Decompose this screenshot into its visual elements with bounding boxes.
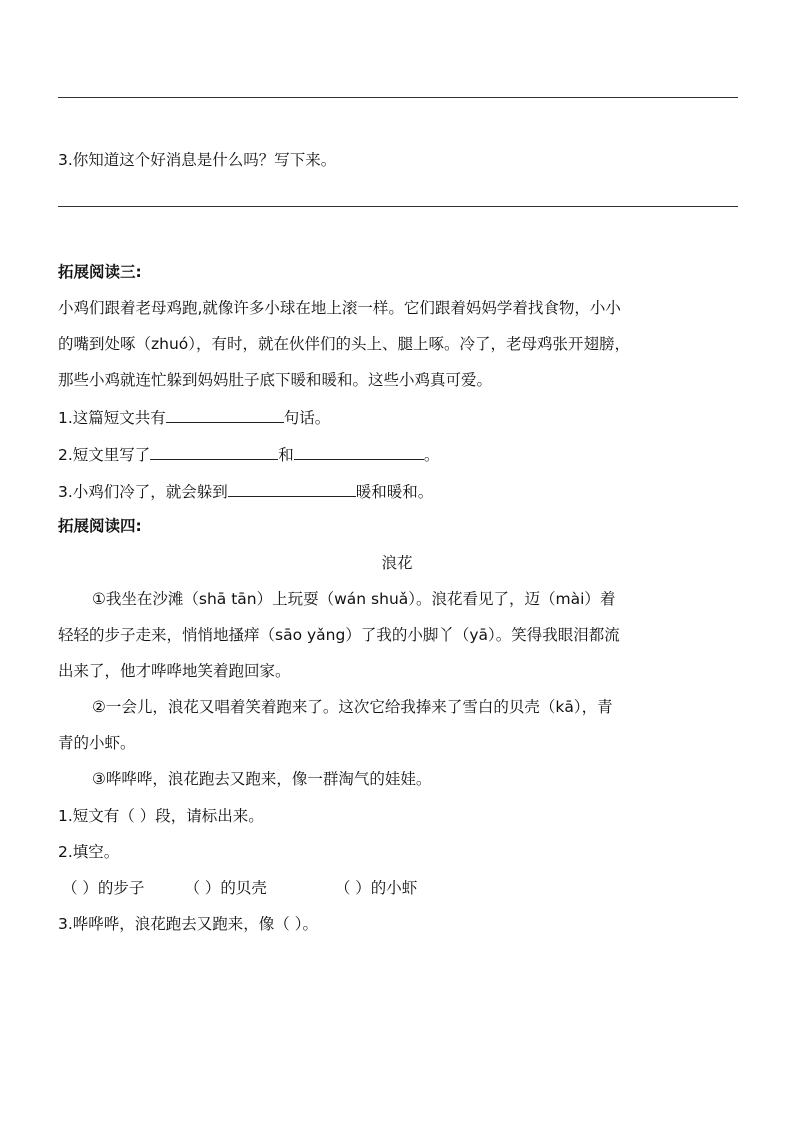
q3-answer-blank[interactable] (228, 480, 356, 497)
q2-text-after: 。 (423, 446, 440, 464)
section-3-paragraph-line-1: 小鸡们跟着老母鸡跑,就像许多小球在地上滚一样。它们跟着妈妈学着找食物，小小 (58, 299, 621, 317)
section-4-heading: 拓展阅读四: (58, 517, 142, 535)
answer-line-top (58, 97, 738, 98)
section-4-question-1: 1.短文有（ ）段，请标出来。 (58, 807, 264, 825)
section-3-question-2 (58, 443, 439, 465)
section-3-question-3 (58, 480, 433, 502)
q2-text-mid: 和 (278, 446, 294, 464)
q2-answer-blank-1[interactable] (150, 443, 278, 460)
section-4-question-2: 2.填空。 (58, 843, 120, 861)
q3-text-before: 3.小鸡们冷了，就会躲到 (58, 483, 228, 501)
fill-blank-row (62, 878, 417, 898)
q2-answer-blank-2[interactable] (294, 443, 424, 460)
fill-blank-shell[interactable]: （ ）的贝壳 (184, 879, 267, 897)
section-3-question-1 (58, 406, 330, 428)
q1-text-before: 1.这篇短文共有 (58, 409, 166, 427)
q1-answer-blank[interactable] (166, 406, 284, 423)
passage-paragraph-3-line-1: ③哗哗哗，浪花跑去又跑来，像一群淘气的娃娃。 (92, 770, 432, 788)
section-3-heading: 拓展阅读三: (58, 263, 142, 281)
section-3-paragraph-line-3: 那些小鸡就连忙躲到妈妈肚子底下暖和暖和。这些小鸡真可爱。 (58, 371, 493, 389)
passage-paragraph-2-line-1: ②一会儿，浪花又唱着笑着跑来了。这次它给我捧来了雪白的贝壳（kā），青 (92, 698, 613, 716)
passage-paragraph-2-line-2: 青的小虾。 (58, 734, 136, 752)
section-4-question-3: 3.哗哗哗，浪花跑去又跑来，像（ ）。 (58, 915, 318, 933)
passage-paragraph-1-line-2: 轻轻的步子走来，悄悄地搔痒（sāo yǎng）了我的小脚丫（yā）。笑得我眼泪都流 (58, 626, 620, 644)
question-3-good-news: 3.你知道这个好消息是什么吗？写下来。 (58, 151, 337, 169)
answer-line-good-news (58, 206, 738, 207)
passage-title: 浪花 (381, 554, 413, 572)
fill-blank-shrimp[interactable]: （ ）的小虾 (334, 879, 418, 897)
fill-blank-steps[interactable]: （ ）的步子 (62, 879, 145, 897)
q3-text-after: 暖和暖和。 (355, 483, 434, 501)
section-3-paragraph-line-2: 的嘴到处啄（zhuó），有时，就在伙伴们的头上、腿上啄。冷了，老母鸡张开翅膀， (58, 335, 631, 353)
q1-text-after: 句话。 (283, 409, 331, 427)
passage-paragraph-1-line-1: ①我坐在沙滩（shā tān）上玩耍（wán shuǎ）。浪花看见了，迈（mài）着 (92, 590, 616, 608)
q2-text-before: 2.短文里写了 (58, 446, 151, 464)
passage-paragraph-1-line-3: 出来了，他才哗哗地笑着跑回家。 (58, 662, 291, 680)
